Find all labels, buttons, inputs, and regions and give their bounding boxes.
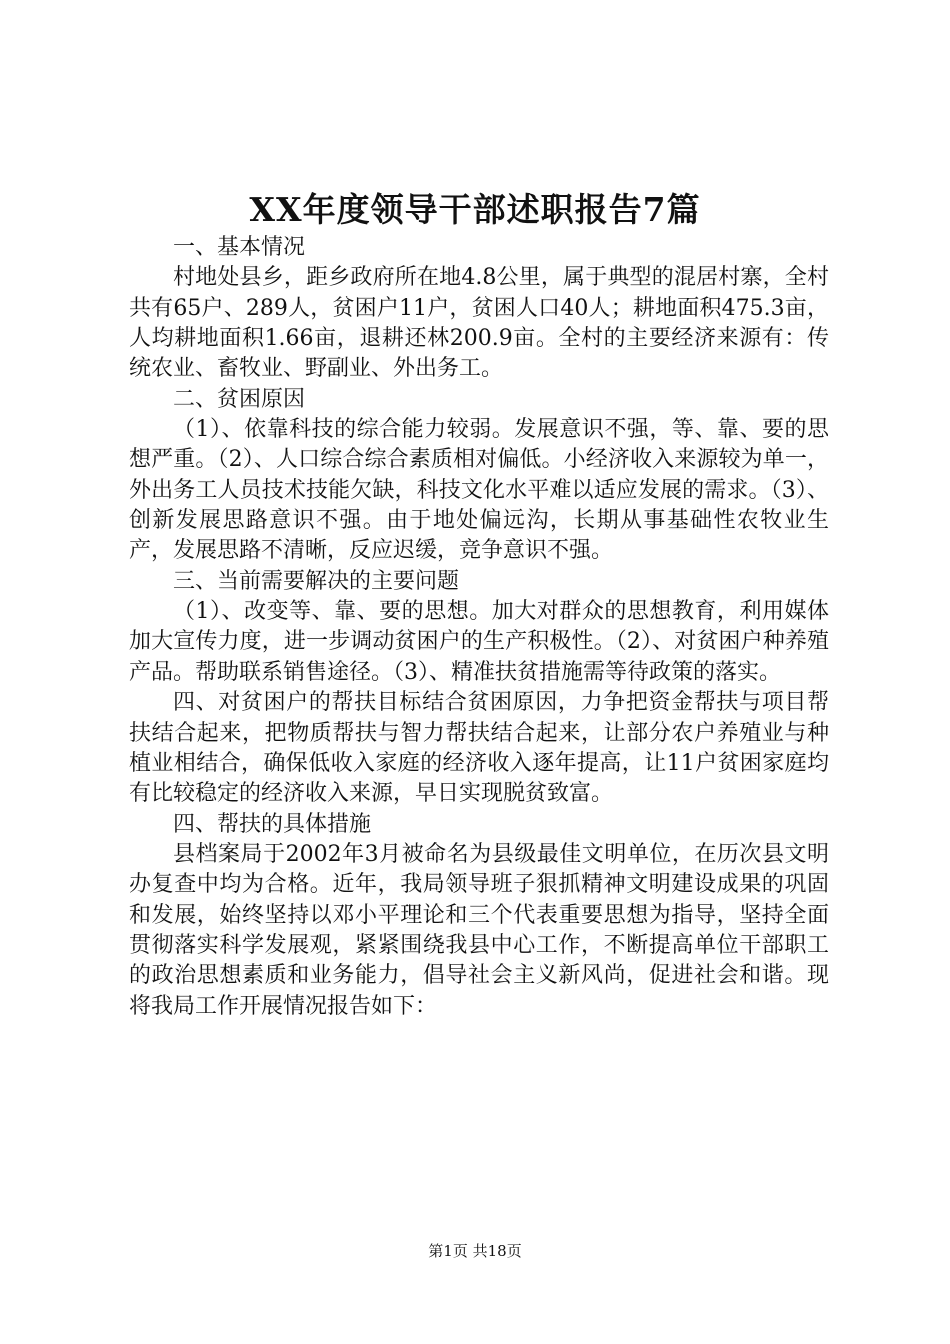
document-title: XX年度领导干部述职报告7篇 xyxy=(249,190,701,229)
section-heading-main-problems: 三、当前需要解决的主要问题 xyxy=(173,568,460,594)
paragraph-assistance-goals: 四、对贫困户的帮扶目标结合贫困原因，力争把资金帮扶与项目帮扶结合起来，把物质帮扶与智力帮扶结合起来，让部分农户养殖业与种植业相结合，确保低收入家庭的经济收入逐年提高，让11户贫困家庭均有比较稳定的经济收入来源，早日实现脱贫致富。 xyxy=(129,690,829,807)
section-heading-poverty-causes: 二、贫困原因 xyxy=(173,386,306,412)
section-heading-specific-measures: 四、帮扶的具体措施 xyxy=(173,811,372,837)
page-number-footer: 第1页 共18页 xyxy=(428,1242,522,1260)
document-body xyxy=(129,233,829,1022)
paragraph-specific-measures: 县档案局于2002年3月被命名为县级最佳文明单位，在历次县文明办复查中均为合格。近年，我局领导班子狠抓精神文明建设成果的巩固和发展，始终坚持以邓小平理论和三个代表重要思想为指导，坚持全面贯彻落实科学发展观，紧紧围绕我县中心工作，不断提高单位干部职工的政治思想素质和业务能力，倡导社会主义新风尚，促进社会和谐。现将我局工作开展情况报告如下： xyxy=(129,841,829,1019)
paragraph-main-problems: （1）、改变等、靠、要的思想。加大对群众的思想教育，利用媒体加大宣传力度，进一步调动贫困户的生产积极性。（2）、对贫困户种养殖产品。帮助联系销售途径。（3）、精准扶贫措施需等待政策的落实。 xyxy=(129,599,829,685)
section-heading-basic-situation: 一、基本情况 xyxy=(173,235,306,260)
paragraph-poverty-causes: （1）、依靠科技的综合能力较弱。发展意识不强，等、靠、要的思想严重。（2）、人口综合综合素质相对偏低。小经济收入来源较为单一，外出务工人员技术技能欠缺，科技文化水平难以适应发展的需求。（3）、创新发展思路意识不强。由于地处偏远沟，长期从事基础性农牧业生产，发展思路不清晰，反应迟缓，竞争意识不强。 xyxy=(129,417,829,564)
paragraph-basic-situation: 村地处县乡，距乡政府所在地4.8公里，属于典型的混居村寨，全村共有65户、289人，贫困户11户，贫困人口40人；耕地面积475.3亩，人均耕地面积1.66亩，退耕还林200.9亩。全村的主要经济来源有：传统农业、畜牧业、野副业、外出务工。 xyxy=(129,265,829,382)
